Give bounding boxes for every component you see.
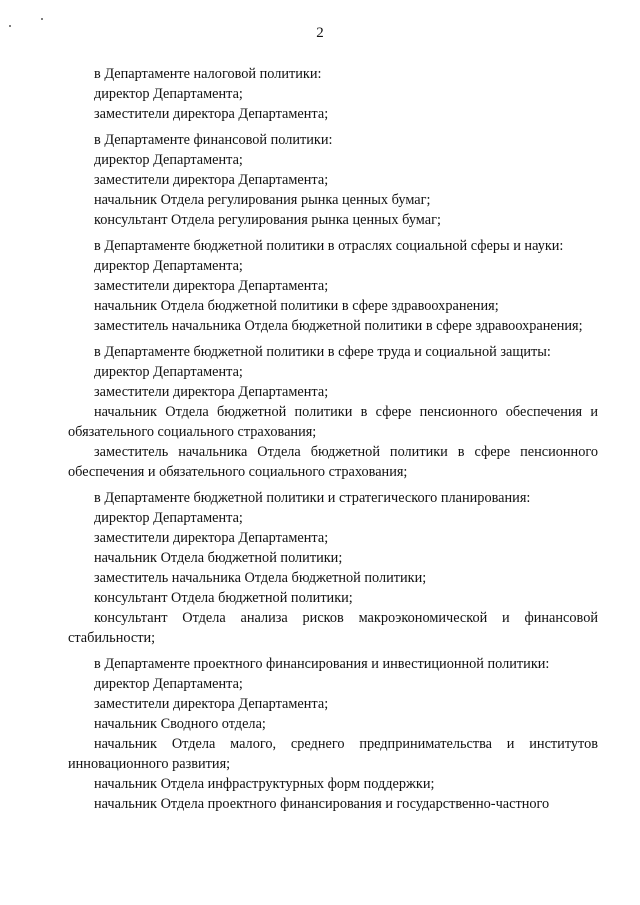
position-item: директор Департамента;: [94, 258, 243, 274]
position-item: заместители директора Департамента;: [94, 106, 329, 122]
position-item: заместители директора Департамента;: [94, 278, 329, 294]
department-heading: в Департаменте бюджетной политики в сфере труда и социальной защиты:: [94, 344, 551, 360]
page-number: 2: [316, 25, 324, 41]
department-section: [68, 130, 598, 230]
document-body: [68, 64, 598, 820]
position-item: заместители директора Департамента;: [94, 530, 329, 546]
position-item: директор Департамента;: [94, 364, 243, 380]
position-item: директор Департамента;: [94, 86, 243, 102]
position-item: начальник Отдела проектного финансирования и государственно-частного: [94, 796, 550, 812]
scan-speck: [41, 18, 43, 20]
position-item: заместители директора Департамента;: [94, 696, 329, 712]
position-item: заместитель начальника Отдела бюджетной политики;: [94, 570, 427, 586]
position-item: начальник Сводного отдела;: [94, 716, 266, 732]
department-section: [68, 64, 598, 124]
department-section: [68, 654, 598, 814]
position-item: заместители директора Департамента;: [94, 384, 329, 400]
department-section: [68, 342, 598, 482]
department-heading: в Департаменте финансовой политики:: [94, 132, 333, 148]
position-item: консультант Отдела анализа рисков макроэкономической и финансовой стабильности;: [68, 610, 598, 646]
position-item: начальник Отдела бюджетной политики;: [94, 550, 343, 566]
position-item: начальник Отдела бюджетной политики в сфере здравоохранения;: [94, 298, 499, 314]
position-item: директор Департамента;: [94, 676, 243, 692]
position-item: заместители директора Департамента;: [94, 172, 329, 188]
position-item: заместитель начальника Отдела бюджетной политики в сфере здравоохранения;: [94, 318, 583, 334]
position-item: начальник Отдела инфраструктурных форм поддержки;: [94, 776, 435, 792]
position-item: директор Департамента;: [94, 152, 243, 168]
position-item: консультант Отдела регулирования рынка ценных бумаг;: [94, 212, 441, 228]
department-heading: в Департаменте бюджетной политики в отраслях социальной сферы и науки:: [94, 238, 564, 254]
position-item: директор Департамента;: [94, 510, 243, 526]
department-section: [68, 236, 598, 336]
position-item: консультант Отдела бюджетной политики;: [94, 590, 353, 606]
department-heading: в Департаменте проектного финансирования и инвестиционной политики:: [94, 656, 550, 672]
department-section: [68, 488, 598, 648]
position-item: начальник Отдела регулирования рынка ценных бумаг;: [94, 192, 431, 208]
position-item: начальник Отдела бюджетной политики в сфере пенсионного обеспечения и обязательного социального страхования;: [68, 404, 598, 440]
position-item: начальник Отдела малого, среднего предпринимательства и институтов инновационного развития;: [68, 736, 598, 772]
position-item: заместитель начальника Отдела бюджетной политики в сфере пенсионного обеспечения и обязательного социального страхования;: [68, 444, 598, 480]
department-heading: в Департаменте налоговой политики:: [94, 66, 322, 82]
department-heading: в Департаменте бюджетной политики и стратегического планирования:: [94, 490, 531, 506]
